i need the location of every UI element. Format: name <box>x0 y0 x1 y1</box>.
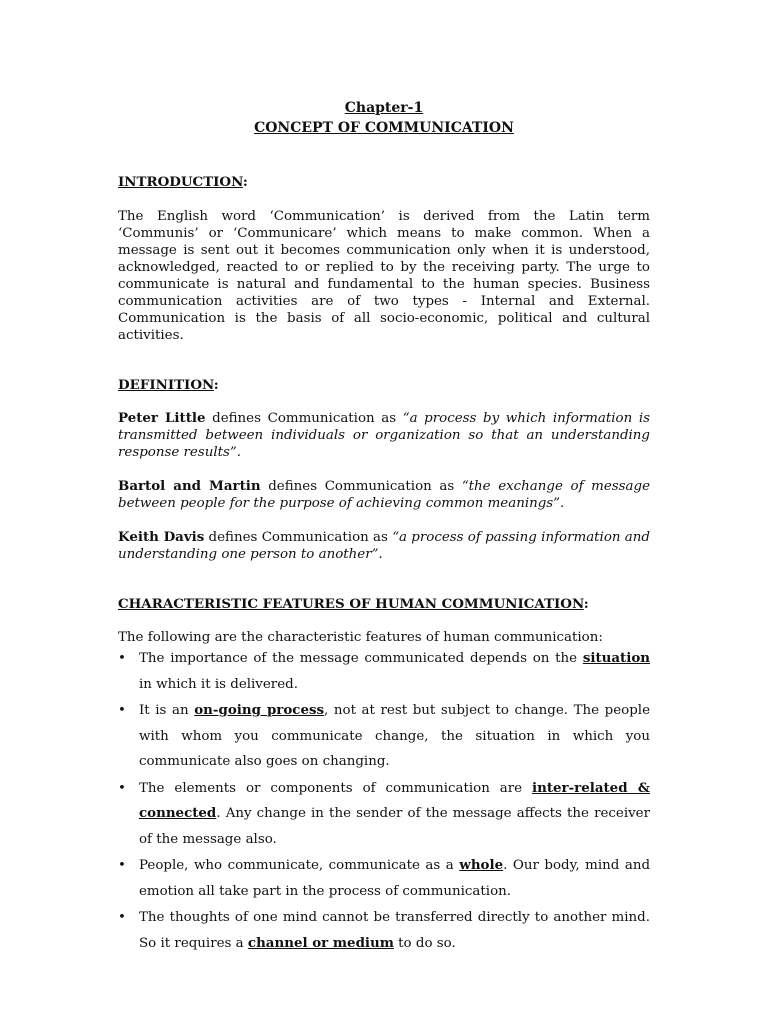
introduction-paragraph: The English word ‘Communication’ is derived from the Latin term ‘Communis’ or ‘Communicare’ which means to make common. When a message is sent out it becomes communication only when it is understood, acknowledged, reacted to or replied to by the receiving party. The urge to communicate is natural and fundamental to the human species. Business communication activities are of two types - Internal and External. Communication is the basis of all socio-economic, political and cultural activities. <box>118 209 650 343</box>
list-item-text-after: in which it is delivered. <box>139 676 298 692</box>
characteristics-heading <box>118 596 650 613</box>
bullet-icon: • <box>118 703 126 718</box>
list-item-text-before: The importance of the message communicated depends on the <box>139 651 583 666</box>
list-item-text-before: People, who communicate, communicate as a <box>139 858 460 873</box>
bullet-icon: • <box>118 780 126 796</box>
introduction-heading-label: INTRODUCTION <box>118 174 243 190</box>
introduction-heading-colon: : <box>242 174 248 190</box>
list-item-text-after: . Any change in the sender of the message affects the receiver of the message also. <box>139 806 650 847</box>
definition-verb: defines Communication as <box>205 411 403 426</box>
characteristics-list <box>118 646 650 956</box>
list-item-keyword: inter-related & connected <box>139 779 650 821</box>
list-item <box>118 905 650 956</box>
list-item-keyword: on-going process <box>194 702 325 718</box>
definition-verb: defines Communication as <box>260 479 462 494</box>
bullet-icon: • <box>118 651 126 666</box>
list-item-text-before: The elements or components of communication are <box>139 780 533 796</box>
list-item <box>118 776 650 853</box>
list-item <box>118 646 650 697</box>
definition-quote: “the exchange of message between people for the purpose of achieving common meanings”. <box>118 479 650 511</box>
list-item-text-after: . Our body, mind and emotion all take part in the process of communication. <box>139 858 651 899</box>
definition-verb: defines Communication as <box>204 530 393 545</box>
list-item <box>118 698 650 775</box>
chapter-label: Chapter-1 <box>344 100 424 116</box>
definition-author: Peter Little <box>118 410 206 426</box>
definition-quote: “a process of passing information and understanding one person to another”. <box>118 530 650 562</box>
characteristics-heading-label: CHARACTERISTIC FEATURES OF HUMAN COMMUNICATION <box>118 596 584 612</box>
bullet-icon: • <box>118 858 126 873</box>
list-item-text-before: It is an <box>139 703 195 718</box>
bullet-icon: • <box>118 910 126 925</box>
definition-heading-colon: : <box>213 377 219 393</box>
definition-quote: “a process by which information is transmitted between individuals or organization so that an understanding response results”. <box>118 411 650 460</box>
definition-item <box>118 410 650 461</box>
definition-heading-label: DEFINITION <box>118 377 214 393</box>
characteristics-intro: The following are the characteristic features of human communication: <box>118 630 603 645</box>
definition-author: Bartol and Martin <box>118 478 261 494</box>
definition-heading <box>118 377 650 394</box>
list-item-keyword: situation <box>582 650 650 666</box>
definition-item <box>118 529 650 563</box>
introduction-heading <box>118 174 650 191</box>
list-item-text-after: , not at rest but subject to change. The people with whom you communicate change, the situation in which you communicate also goes on changing. <box>139 703 651 769</box>
document-page <box>118 98 650 957</box>
list-item-text-after: to do so. <box>393 935 456 951</box>
list-item <box>118 853 650 904</box>
list-item-keyword: channel or medium <box>247 934 394 951</box>
list-item-text-before: The thoughts of one mind cannot be transferred directly to another mind. So it requires a <box>139 910 650 951</box>
definition-author: Keith Davis <box>118 529 205 545</box>
list-item-keyword: whole <box>459 857 504 873</box>
characteristics-heading-colon: : <box>583 596 589 612</box>
definition-item <box>118 478 650 512</box>
page-title: CONCEPT OF COMMUNICATION <box>254 120 514 136</box>
